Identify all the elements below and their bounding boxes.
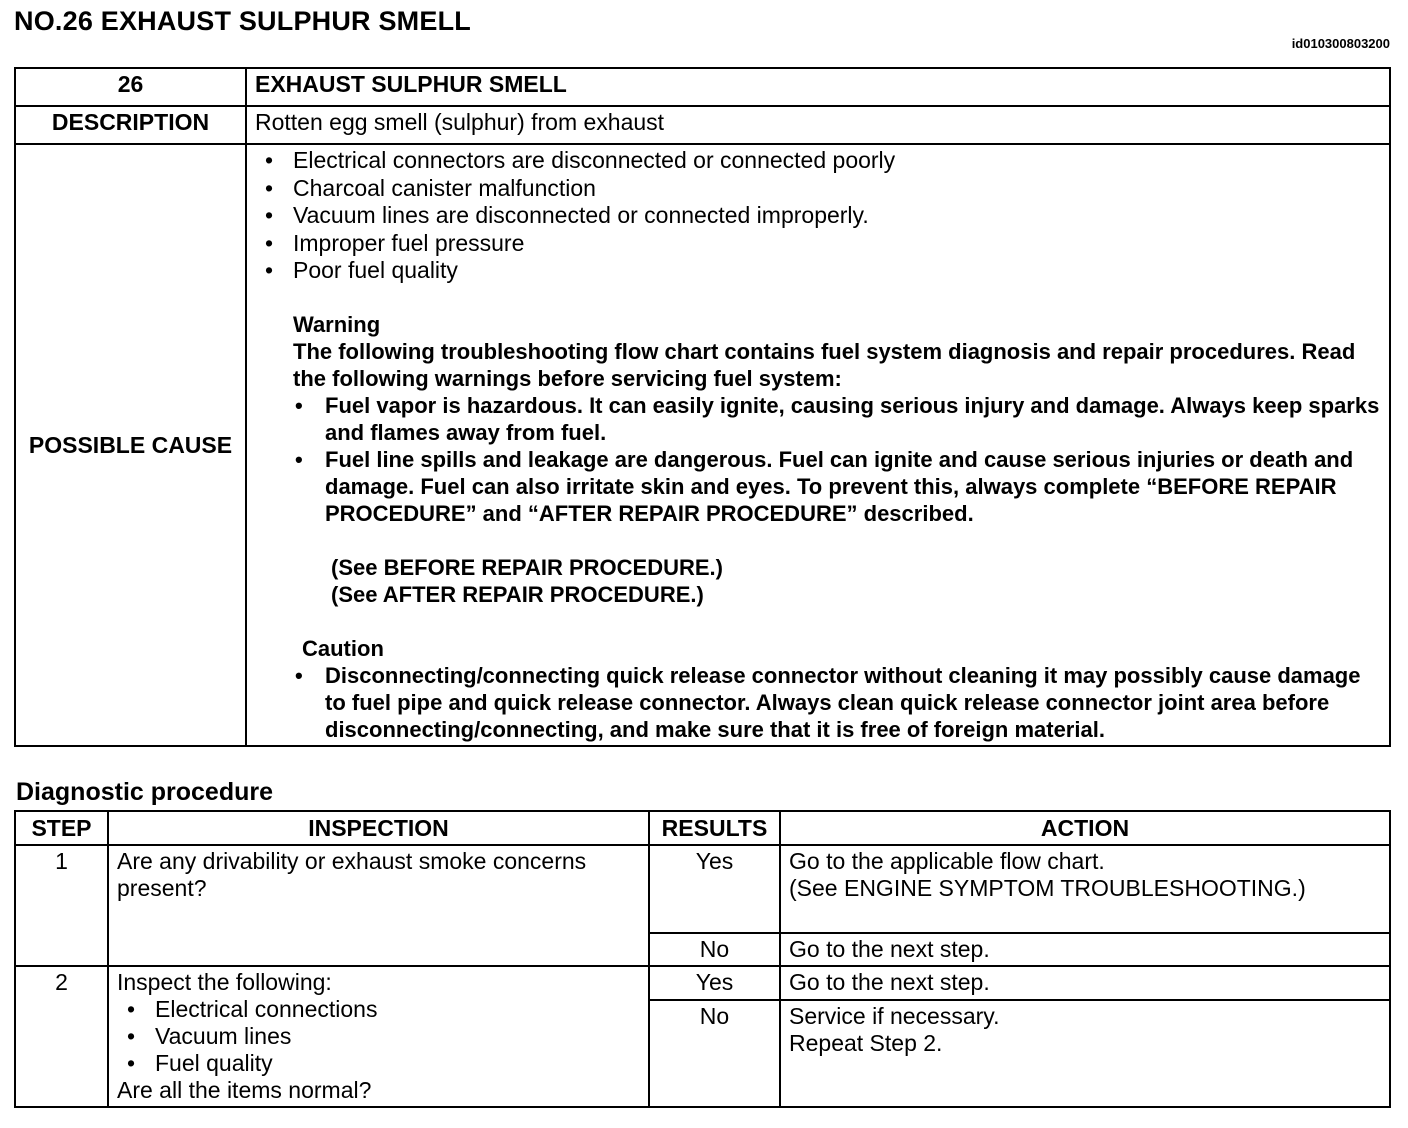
symptom-name: EXHAUST SULPHUR SMELL [246, 68, 1390, 106]
result-no: No [649, 933, 780, 966]
cause-item: • Improper fuel pressure [263, 230, 1383, 258]
results-header: RESULTS [649, 811, 780, 845]
diagnostic-table [14, 810, 1391, 1108]
action-line: Go to the applicable flow chart. [789, 848, 1105, 874]
warning-list [293, 392, 1383, 527]
result-yes: Yes [649, 966, 780, 1000]
caution-item: • Disconnecting/connecting quick release connector without cleaning it may possibly cause damage to fuel pipe and quick release connector. Always clean quick release connector joint area before disconnecting/connecting, and make sure that it is free of foreign material. [293, 662, 1383, 743]
step-header: STEP [15, 811, 108, 845]
caution-list [293, 662, 1383, 743]
diagnostic-header-row [15, 811, 1390, 845]
action-line: Service if necessary. [789, 1003, 1000, 1030]
cause-item: • Electrical connectors are disconnected or connected poorly [263, 147, 1383, 175]
cause-item: • Vacuum lines are disconnected or connected improperly. [263, 202, 1383, 230]
warning-block [293, 311, 1383, 743]
inspection-intro: Inspect the following: [117, 969, 332, 995]
inspection-question: Are all the items normal? [117, 1077, 372, 1103]
inspection-text [108, 966, 649, 1107]
inspection-item: • Fuel quality [125, 1050, 640, 1077]
result-yes: Yes [649, 845, 780, 933]
after-repair-link[interactable]: (See AFTER REPAIR PROCEDURE.) [331, 581, 704, 607]
diagnostic-procedure-title: Diagnostic procedure [16, 778, 273, 806]
inspection-item: • Electrical connections [125, 996, 640, 1023]
procedure-references [331, 554, 1383, 608]
possible-cause-row [15, 144, 1390, 746]
action-yes [780, 845, 1390, 933]
table-row [15, 966, 1390, 1000]
symptom-number: 26 [15, 68, 246, 106]
inspection-list [117, 996, 640, 1077]
caution-heading: Caution [302, 635, 384, 661]
inspection-item: • Vacuum lines [125, 1023, 640, 1050]
possible-cause-content [246, 144, 1390, 746]
cause-list [255, 147, 1383, 285]
warning-item: • Fuel line spills and leakage are dangerous. Fuel can ignite and cause serious injuries or death and damage. Fuel can also irritate skin and eyes. To prevent this, always complete “BEFORE REPAIR PROCEDURE” and “AFTER REPAIR PROCEDURE” described. [293, 446, 1383, 527]
warning-intro: The following troubleshooting flow chart contains fuel system diagnosis and repair procedures. Read the following warnings before servicing fuel system: [293, 338, 1356, 391]
page-title: NO.26 EXHAUST SULPHUR SMELL [14, 6, 471, 36]
table-row [15, 845, 1390, 933]
description-label: DESCRIPTION [15, 106, 246, 144]
cause-item: • Poor fuel quality [263, 257, 1383, 285]
before-repair-link[interactable]: (See BEFORE REPAIR PROCEDURE.) [331, 554, 723, 580]
inspection-header: INSPECTION [108, 811, 649, 845]
symptom-header-row [15, 68, 1390, 106]
action-header: ACTION [780, 811, 1390, 845]
result-no: No [649, 1000, 780, 1107]
action-line: Repeat Step 2. [789, 1030, 943, 1057]
symptom-table [14, 67, 1391, 747]
step-number: 2 [15, 966, 108, 1107]
possible-cause-label: POSSIBLE CAUSE [15, 144, 246, 746]
action-no [780, 1000, 1390, 1107]
action-yes: Go to the next step. [780, 966, 1390, 1000]
cause-item: • Charcoal canister malfunction [263, 175, 1383, 203]
description-text: Rotten egg smell (sulphur) from exhaust [246, 106, 1390, 144]
description-row [15, 106, 1390, 144]
action-no: Go to the next step. [780, 933, 1390, 966]
warning-item: • Fuel vapor is hazardous. It can easily ignite, causing serious injury and damage. Always keep sparks and flames away from fuel. [293, 392, 1383, 446]
step-number: 1 [15, 845, 108, 966]
inspection-text: Are any drivability or exhaust smoke concerns present? [108, 845, 649, 966]
engine-symptom-link[interactable]: (See ENGINE SYMPTOM TROUBLESHOOTING.) [789, 875, 1306, 901]
warning-heading: Warning [293, 311, 381, 337]
document-id: id010300803200 [1291, 36, 1390, 51]
